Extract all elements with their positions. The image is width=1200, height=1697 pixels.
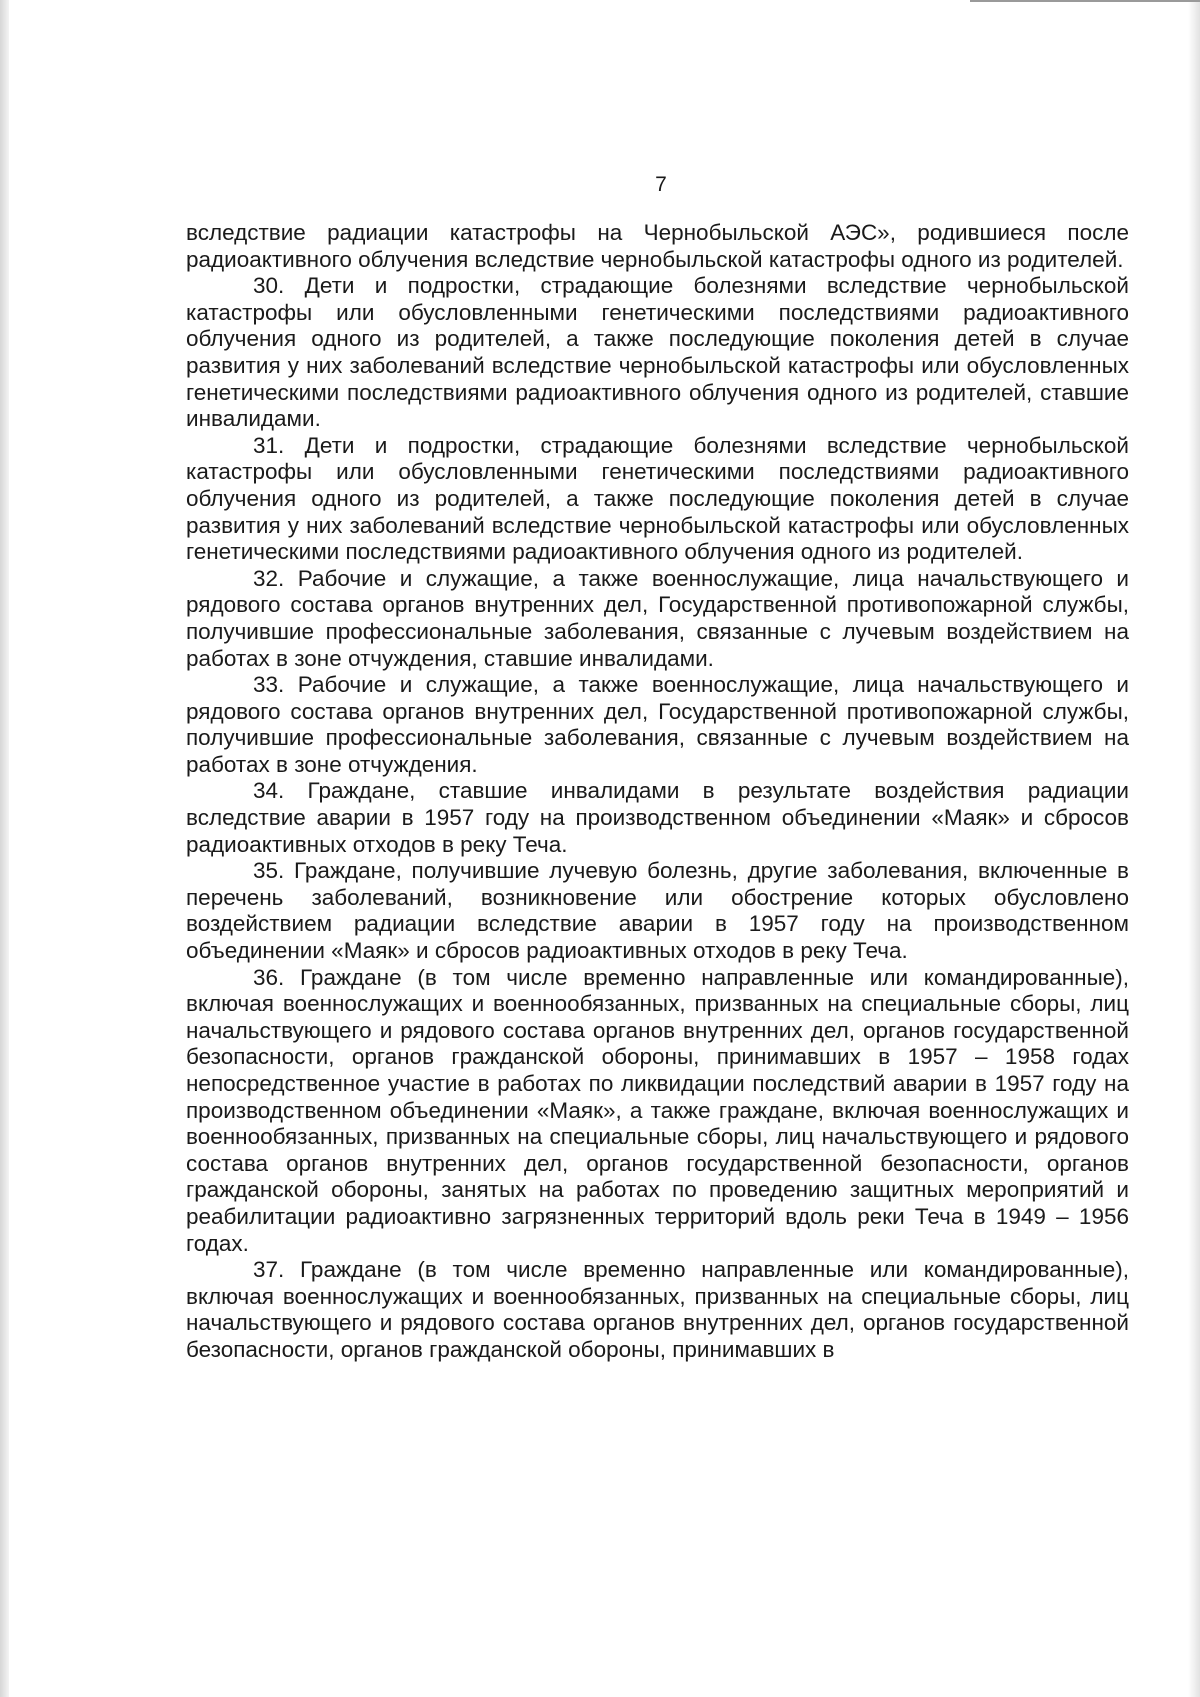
page-number: 7 <box>655 173 667 196</box>
document-body <box>186 220 1129 1364</box>
paragraph-item-33: 33. Рабочие и служащие, а также военнослужащие, лица начальствующего и рядового состава органов внутренних дел, Государственной противопожарной службы, получившие профессиональные заболевания, связанные с лучевым воздействием на работах в зоне отчуждения. <box>186 672 1129 777</box>
paragraph-item-35: 35. Граждане, получившие лучевую болезнь, другие заболевания, включенные в перечень заболеваний, возникновение или обострение которых обусловлено воздействием радиации вследствие аварии в 1957 году на производственном объединении «Маяк» и сбросов радиоактивных отходов в реку Теча. <box>186 858 1129 964</box>
paragraph-item-32: 32. Рабочие и служащие, а также военнослужащие, лица начальствующего и рядового состава органов внутренних дел, Государственной противопожарной службы, получившие профессиональные заболевания, связанные с лучевым воздействием на работах в зоне отчуждения, ставшие инвалидами. <box>186 565 1129 671</box>
paragraph-item-34: 34. Граждане, ставшие инвалидами в результате воздействия радиации вследствие аварии в 1957 году на производственном объединении «Маяк» и сбросов радиоактивных отходов в реку Теча. <box>186 778 1129 857</box>
paragraph-item-31: 31. Дети и подростки, страдающие болезнями вследствие чернобыльской катастрофы или обусловленными генетическими последствиями радиоактивного облучения одного из родителей, а также последующие поколения детей в случае развития у них заболеваний вследствие чернобыльской катастрофы или обусловленных генетическими последствиями радиоактивного облучения одного из родителей. <box>186 432 1129 565</box>
paragraph-item-37: 37. Граждане (в том числе временно направленные или командированные), включая военнослужащих и военнообязанных, призванных на специальные сборы, лиц начальствующего и рядового состава органов внутренних дел, органов государственной безопасности, органов гражданской обороны, принимавших в <box>186 1257 1129 1362</box>
paragraph-item-30: 30. Дети и подростки, страдающие болезнями вследствие чернобыльской катастрофы или обусловленными генетическими последствиями радиоактивного облучения одного из родителей, а также последующие поколения детей в случае развития у них заболеваний вследствие чернобыльской катастрофы или обусловленных генетическими последствиями радиоактивного облучения одного из родителей, ставшие инвалидами. <box>186 273 1129 432</box>
scan-left-edge <box>0 0 9 1697</box>
scan-right-edge <box>1188 0 1200 1697</box>
scan-top-edge-line <box>970 0 1200 2</box>
paragraph-continuation: вследствие радиации катастрофы на Чернобыльской АЭС», родившиеся после радиоактивного облучения вследствие чернобыльской катастрофы одного из родителей. <box>186 220 1129 272</box>
paragraph-item-36: 36. Граждане (в том числе временно направленные или командированные), включая военнослужащих и военнообязанных, призванных на специальные сборы, лиц начальствующего и рядового состава органов внутренних дел, органов государственной безопасности, органов гражданской обороны, принимавших в 1957 – 1958 годах непосредственное участие в работах по ликвидации последствий аварии в 1957 году на производственном объединении «Маяк», а также граждане, включая военнослужащих и военнообязанных, призванных на специальные сборы, лиц начальствующего и рядового состава органов внутренних дел, органов государственной безопасности, органов гражданской обороны, занятых на работах по проведению защитных мероприятий и реабилитации радиоактивно загрязненных территорий вдоль реки Теча в 1949 – 1956 годах. <box>186 964 1129 1256</box>
